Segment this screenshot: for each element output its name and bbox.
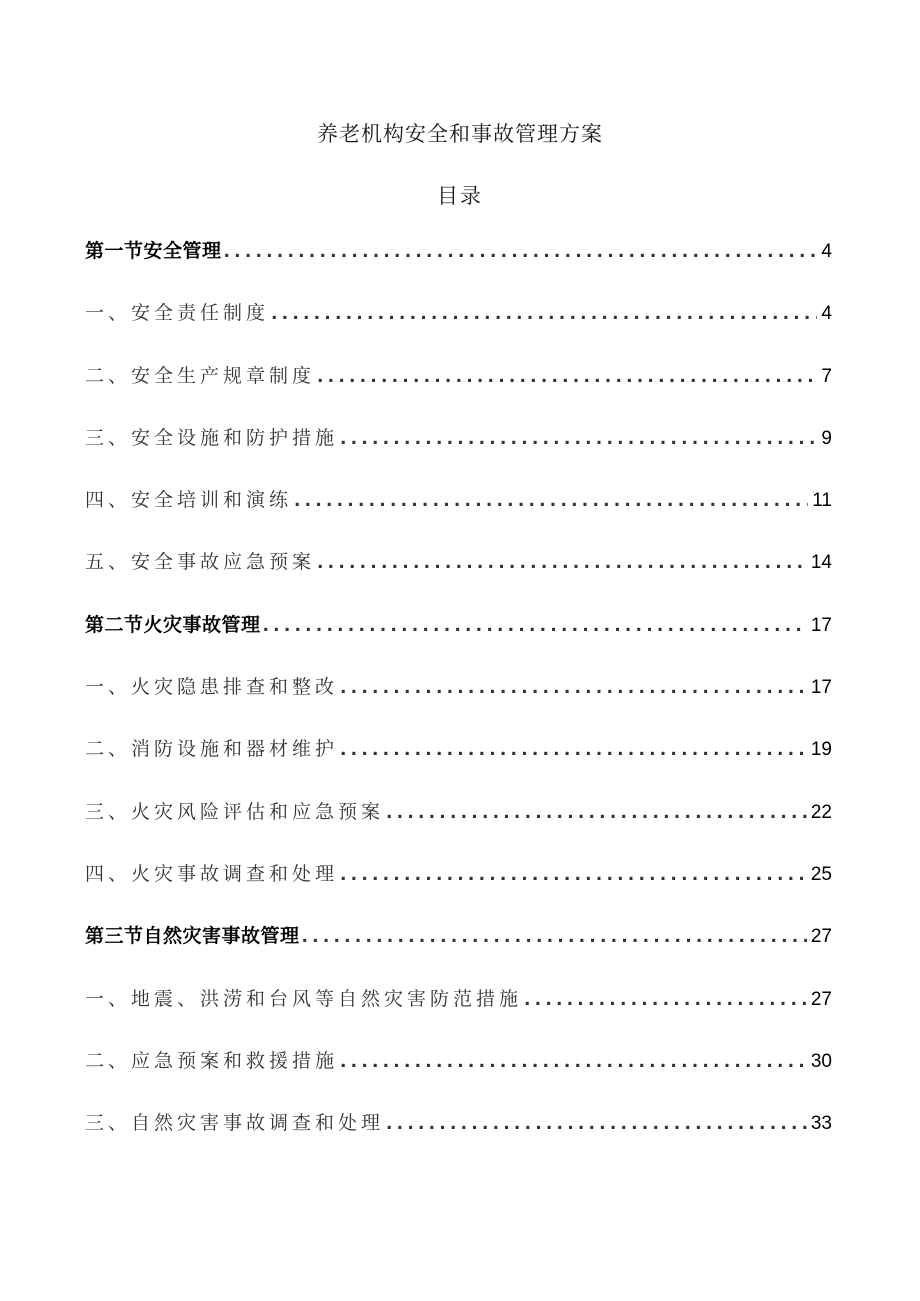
dot-leader [317, 553, 807, 573]
toc-entry[interactable] [85, 423, 832, 485]
toc-entry-label: 三、火灾风险评估和应急预案 [85, 800, 385, 823]
dot-leader [224, 242, 818, 262]
toc-entry[interactable] [85, 797, 832, 859]
toc-entry-page: 25 [810, 863, 832, 885]
dot-leader [340, 1052, 807, 1072]
toc-entry-page: 19 [810, 739, 832, 761]
toc-entry-label: 一、火灾隐患排查和整改 [85, 676, 339, 699]
toc-entry-label: 第三节自然灾害事故管理 [85, 925, 300, 948]
dot-leader [386, 1114, 807, 1134]
toc-entry-label: 二、消防设施和器材维护 [85, 738, 339, 761]
toc-entry-label: 三、自然灾害事故调查和处理 [85, 1112, 385, 1135]
toc-entry-page: 22 [810, 801, 832, 823]
toc-entry[interactable] [85, 734, 832, 796]
toc-entry-page: 4 [821, 241, 832, 262]
dot-leader [294, 491, 808, 511]
toc-entry[interactable] [85, 1046, 832, 1108]
toc-entry-label: 五、安全事故应急预案 [85, 551, 316, 574]
toc-entry[interactable] [85, 361, 832, 423]
toc-entry-page: 14 [810, 552, 832, 574]
dot-leader [524, 990, 807, 1010]
toc-entry-label: 四、安全培训和演练 [85, 489, 293, 512]
toc-entry-label: 二、应急预案和救援措施 [85, 1049, 339, 1072]
toc-entry-page: 17 [810, 677, 832, 699]
toc-heading: 目录 [437, 184, 483, 208]
toc-entry-label: 三、安全设施和防护措施 [85, 426, 339, 449]
toc-entry-label: 一、安全责任制度 [85, 302, 270, 325]
toc-entry-label: 四、火灾事故调查和处理 [85, 862, 339, 885]
dot-leader [340, 740, 807, 760]
dot-leader [263, 616, 807, 636]
toc-entry-label: 一、地震、洪涝和台风等自然灾害防范措施 [85, 987, 523, 1010]
toc-entry-page: 11 [812, 490, 832, 512]
toc-entry-page: 17 [810, 614, 832, 636]
toc-entry-page: 27 [810, 926, 832, 948]
toc-entry-page: 7 [821, 365, 832, 387]
toc-entry[interactable] [85, 610, 832, 672]
toc-entry[interactable] [85, 984, 832, 1046]
toc-entry-label: 第一节安全管理 [85, 240, 222, 262]
toc-entry-page: 4 [821, 303, 832, 325]
toc-entry-page: 27 [810, 988, 832, 1010]
toc-entry[interactable] [85, 236, 832, 298]
dot-leader [340, 678, 807, 698]
toc-entry-label: 第二节火灾事故管理 [85, 613, 261, 636]
toc-entry[interactable] [85, 298, 832, 360]
dot-leader [386, 803, 807, 823]
dot-leader [340, 429, 817, 449]
toc-entry-page: 33 [810, 1113, 832, 1135]
toc-entry[interactable] [85, 485, 832, 547]
toc-entry-page: 9 [821, 427, 832, 449]
toc-entry-label: 二、安全生产规章制度 [85, 364, 316, 387]
dot-leader [271, 304, 817, 324]
dot-leader [340, 865, 807, 885]
toc-entry-page: 30 [810, 1050, 832, 1072]
toc-entry[interactable] [85, 1108, 832, 1170]
toc-entry[interactable] [85, 921, 832, 983]
table-of-contents [85, 236, 832, 1170]
toc-entry[interactable] [85, 672, 832, 734]
document-title: 养老机构安全和事故管理方案 [317, 122, 603, 146]
toc-entry[interactable] [85, 547, 832, 609]
toc-entry[interactable] [85, 859, 832, 921]
dot-leader [302, 927, 807, 947]
dot-leader [317, 367, 817, 387]
